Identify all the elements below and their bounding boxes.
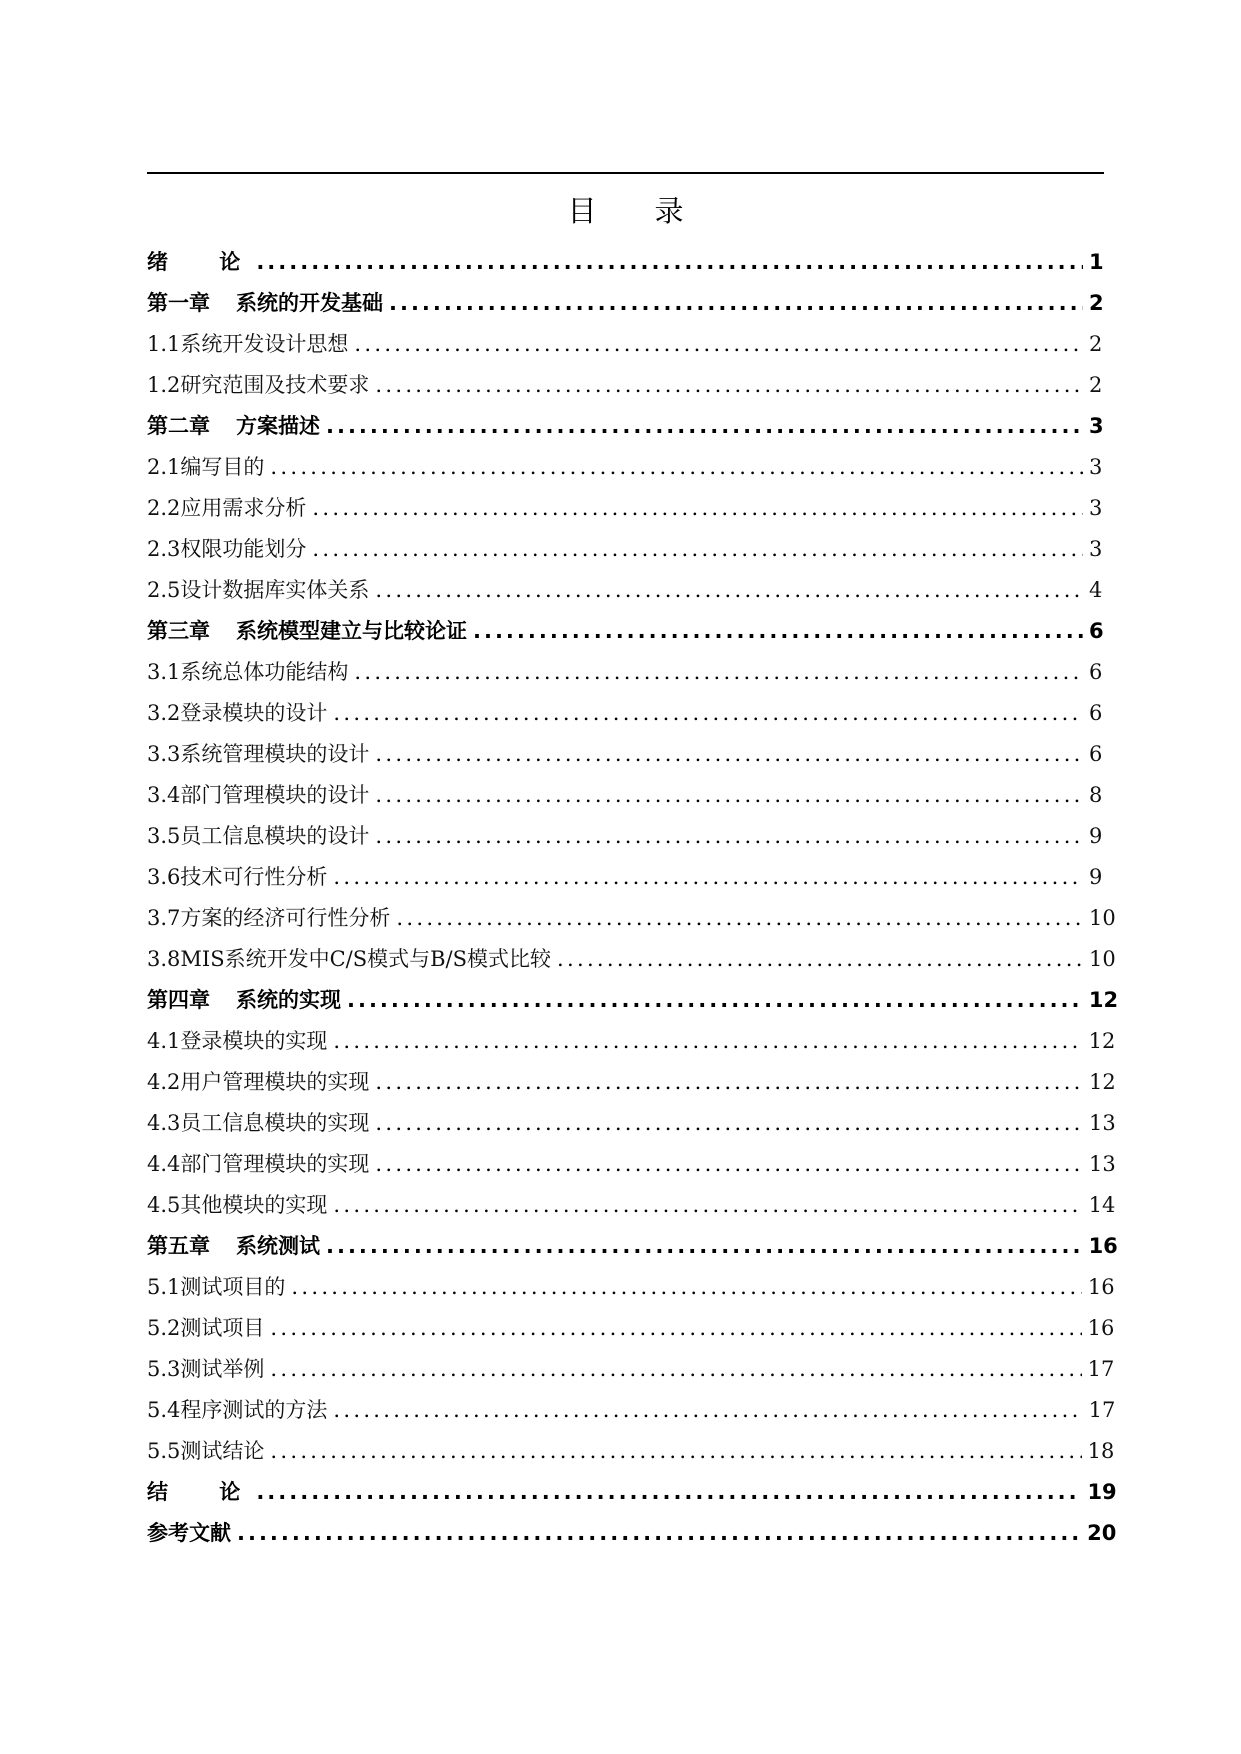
toc-entry-number: 3.3 — [147, 742, 181, 766]
toc-entry-title: 测试结论 — [180, 1439, 265, 1463]
toc-entry-title: 技术可行性分析 — [180, 865, 328, 889]
toc-section-entry[interactable] — [147, 693, 1101, 734]
toc-section-entry[interactable] — [147, 1308, 1115, 1349]
toc-dot-leader — [375, 365, 1083, 406]
toc-section-entry[interactable] — [147, 816, 1101, 857]
toc-chapter-entry[interactable] — [147, 980, 1119, 1021]
toc-entry-page-number: 4 — [1089, 578, 1103, 602]
toc-entry-title: 编写目的 — [180, 455, 265, 479]
toc-dot-leader — [333, 857, 1083, 898]
toc-chapter-entry[interactable] — [147, 611, 1104, 652]
toc-entry-page-number: 16 — [1088, 1234, 1118, 1258]
toc-dot-leader — [333, 693, 1083, 734]
toc-entry-number: 4.5 — [147, 1193, 181, 1217]
toc-section-entry[interactable] — [147, 775, 1101, 816]
toc-dot-leader — [375, 1062, 1083, 1103]
toc-section-entry[interactable] — [147, 734, 1101, 775]
toc-entry-page-number: 6 — [1089, 701, 1103, 725]
toc-entry-number: 3.2 — [147, 701, 181, 725]
toc-chapter-entry[interactable] — [147, 1226, 1118, 1267]
toc-entry-page-number: 12 — [1089, 1070, 1116, 1094]
toc-entry-page-number: 20 — [1087, 1521, 1117, 1545]
toc-entry-page-number: 12 — [1088, 988, 1119, 1012]
toc-dot-leader — [333, 1021, 1082, 1062]
toc-dot-leader — [375, 775, 1083, 816]
toc-entry-page-number: 9 — [1089, 865, 1103, 889]
toc-entry-number: 第三章 — [147, 619, 210, 643]
toc-chapter-entry[interactable] — [147, 283, 1104, 324]
toc-chapter-entry[interactable] — [147, 406, 1104, 447]
toc-entry-number: 4.4 — [147, 1152, 181, 1176]
toc-entry-number: 2.1 — [147, 455, 181, 479]
toc-entry-title: 系统的开发基础 — [236, 291, 383, 315]
toc-section-entry[interactable] — [147, 324, 1101, 365]
toc-dot-leader — [375, 816, 1083, 857]
toc-entry-title: 程序测试的方法 — [180, 1398, 328, 1422]
toc-entry-page-number: 8 — [1089, 783, 1103, 807]
toc-dot-leader — [396, 898, 1083, 939]
toc-title-char-2: 录 — [654, 194, 684, 228]
toc-section-entry[interactable] — [147, 1431, 1115, 1472]
toc-dot-leader — [333, 1390, 1082, 1431]
toc-dot-leader — [270, 1308, 1081, 1349]
toc-dot-leader — [237, 1513, 1081, 1554]
toc-entry-title: 权限功能划分 — [180, 537, 307, 561]
toc-dot-leader — [270, 447, 1083, 488]
toc-entry-number: 5.4 — [147, 1398, 181, 1422]
toc-entry-page-number: 16 — [1087, 1275, 1115, 1299]
toc-section-entry[interactable] — [147, 570, 1101, 611]
toc-entry-number: 第五章 — [147, 1234, 210, 1258]
toc-chapter-entry[interactable] — [147, 1472, 1117, 1513]
toc-entry-title: 员工信息模块的实现 — [180, 1111, 370, 1135]
toc-dot-leader — [270, 1431, 1081, 1472]
toc-entry-title: 测试项目的 — [180, 1275, 286, 1299]
toc-entry-title: 系统的实现 — [236, 988, 341, 1012]
toc-entry-number: 4.1 — [147, 1029, 181, 1053]
toc-entry-number: 3.8 — [147, 947, 181, 971]
toc-entry-number: 3.7 — [147, 906, 181, 930]
toc-dot-leader — [375, 1144, 1083, 1185]
toc-entry-page-number: 3 — [1089, 496, 1103, 520]
toc-entry-page-number: 1 — [1089, 250, 1104, 274]
toc-entry-number: 5.3 — [147, 1357, 181, 1381]
toc-entry-title: 系统开发设计思想 — [180, 332, 349, 356]
toc-entry-number: 4.3 — [147, 1111, 181, 1135]
toc-dot-leader — [347, 980, 1083, 1021]
toc-entry-title: 绪 论 — [147, 250, 263, 274]
toc-entry-page-number: 18 — [1087, 1439, 1115, 1463]
toc-entry-number: 4.2 — [147, 1070, 181, 1094]
toc-entry-number: 2.5 — [147, 578, 181, 602]
toc-entry-number: 3.1 — [147, 660, 181, 684]
toc-entry-number: 3.6 — [147, 865, 181, 889]
toc-entry-page-number: 3 — [1089, 414, 1104, 438]
toc-entry-number: 5.2 — [147, 1316, 181, 1340]
toc-entry-number: 第一章 — [147, 291, 210, 315]
toc-section-entry[interactable] — [147, 365, 1101, 406]
toc-entry-page-number: 2 — [1089, 332, 1103, 356]
toc-dot-leader — [473, 611, 1083, 652]
toc-dot-leader — [312, 488, 1083, 529]
toc-entry-page-number: 17 — [1087, 1357, 1115, 1381]
toc-entry-title: 结 论 — [147, 1480, 263, 1504]
toc-entry-title: 系统总体功能结构 — [180, 660, 349, 684]
toc-entry-page-number: 13 — [1089, 1111, 1116, 1135]
toc-entry-number: 第二章 — [147, 414, 210, 438]
toc-dot-leader — [256, 1472, 1081, 1513]
toc-entry-title: 用户管理模块的实现 — [180, 1070, 370, 1094]
toc-entry-title: 应用需求分析 — [180, 496, 307, 520]
toc-entry-title: 测试举例 — [180, 1357, 265, 1381]
toc-section-entry[interactable] — [147, 447, 1101, 488]
toc-section-entry[interactable] — [147, 529, 1101, 570]
toc-dot-leader — [326, 1226, 1083, 1267]
toc-entry-title: 方案的经济可行性分析 — [180, 906, 391, 930]
toc-dot-leader — [326, 406, 1083, 447]
toc-title — [147, 186, 1104, 236]
toc-entry-title: 系统管理模块的设计 — [180, 742, 370, 766]
toc-section-entry[interactable] — [147, 1144, 1116, 1185]
toc-dot-leader — [375, 1103, 1083, 1144]
toc-entry-page-number: 6 — [1089, 660, 1103, 684]
toc-entry-page-number: 13 — [1089, 1152, 1116, 1176]
toc-section-entry[interactable] — [147, 1390, 1116, 1431]
toc-section-entry[interactable] — [147, 1021, 1116, 1062]
toc-entry-page-number: 19 — [1087, 1480, 1117, 1504]
toc-entry-title: 研究范围及技术要求 — [180, 373, 370, 397]
toc-section-entry[interactable] — [147, 488, 1101, 529]
toc-entry-number: 5.5 — [147, 1439, 181, 1463]
toc-entry-number: 1.1 — [147, 332, 181, 356]
toc-chapter-entry[interactable] — [147, 1513, 1117, 1554]
toc-section-entry[interactable] — [147, 1349, 1115, 1390]
toc-dot-leader — [375, 734, 1083, 775]
toc-entry-title: 参考文献 — [147, 1521, 231, 1545]
toc-entry-title: 部门管理模块的实现 — [180, 1152, 370, 1176]
toc-section-entry[interactable] — [147, 1062, 1116, 1103]
toc-entry-page-number: 6 — [1089, 742, 1103, 766]
toc-entry-page-number: 3 — [1089, 455, 1103, 479]
toc-entry-number: 3.5 — [147, 824, 181, 848]
toc-entry-page-number: 2 — [1089, 291, 1104, 315]
toc-entry-number: 2.3 — [147, 537, 181, 561]
toc-entry-page-number: 3 — [1089, 537, 1103, 561]
toc-entry-page-number: 17 — [1088, 1398, 1116, 1422]
toc-entry-title: 方案描述 — [236, 414, 320, 438]
toc-entry-title: 系统模型建立与比较论证 — [236, 619, 467, 643]
toc-entry-page-number: 12 — [1088, 1029, 1116, 1053]
toc-entry-title: 员工信息模块的设计 — [180, 824, 370, 848]
toc-dot-leader — [354, 652, 1083, 693]
toc-entry-page-number: 10 — [1089, 906, 1116, 930]
toc-title-char-1: 目 — [567, 194, 597, 228]
toc-dot-leader — [557, 939, 1083, 980]
toc-dot-leader — [291, 1267, 1082, 1308]
toc-entry-number: 2.2 — [147, 496, 181, 520]
toc-entry-number: 3.4 — [147, 783, 181, 807]
toc-entry-page-number: 9 — [1089, 824, 1103, 848]
toc-entry-number: 1.2 — [147, 373, 181, 397]
toc-entry-title: 部门管理模块的设计 — [180, 783, 370, 807]
toc-entry-title: 设计数据库实体关系 — [180, 578, 370, 602]
toc-dot-leader — [270, 1349, 1081, 1390]
toc-section-entry[interactable] — [147, 1103, 1116, 1144]
toc-entry-page-number: 2 — [1089, 373, 1103, 397]
toc-entry-title: 登录模块的实现 — [180, 1029, 328, 1053]
toc-section-entry[interactable] — [147, 1267, 1115, 1308]
toc-entry-title: 测试项目 — [180, 1316, 265, 1340]
toc-dot-leader — [354, 324, 1083, 365]
toc-entry-page-number: 14 — [1088, 1193, 1116, 1217]
toc-entry-page-number: 10 — [1089, 947, 1116, 971]
toc-section-entry[interactable] — [147, 652, 1101, 693]
toc-entry-number: 5.1 — [147, 1275, 181, 1299]
toc-entry-number: 第四章 — [147, 988, 210, 1012]
toc-entry-title: 登录模块的设计 — [180, 701, 328, 725]
toc-entry-title: 其他模块的实现 — [180, 1193, 328, 1217]
toc-entry-page-number: 16 — [1087, 1316, 1115, 1340]
toc-dot-leader — [375, 570, 1083, 611]
toc-dot-leader — [389, 283, 1083, 324]
toc-chapter-entry[interactable] — [147, 242, 1104, 283]
toc-section-entry[interactable] — [147, 857, 1101, 898]
toc-dot-leader — [333, 1185, 1082, 1226]
header-rule — [147, 172, 1104, 174]
table-of-contents — [147, 242, 1119, 1554]
toc-dot-leader — [312, 529, 1083, 570]
toc-entry-title: MIS系统开发中C/S模式与B/S模式比较 — [180, 947, 552, 971]
toc-section-entry[interactable] — [147, 1185, 1116, 1226]
toc-dot-leader — [256, 242, 1083, 283]
toc-entry-title: 系统测试 — [236, 1234, 320, 1258]
toc-section-entry[interactable] — [147, 939, 1116, 980]
toc-section-entry[interactable] — [147, 898, 1116, 939]
toc-entry-page-number: 6 — [1089, 619, 1104, 643]
